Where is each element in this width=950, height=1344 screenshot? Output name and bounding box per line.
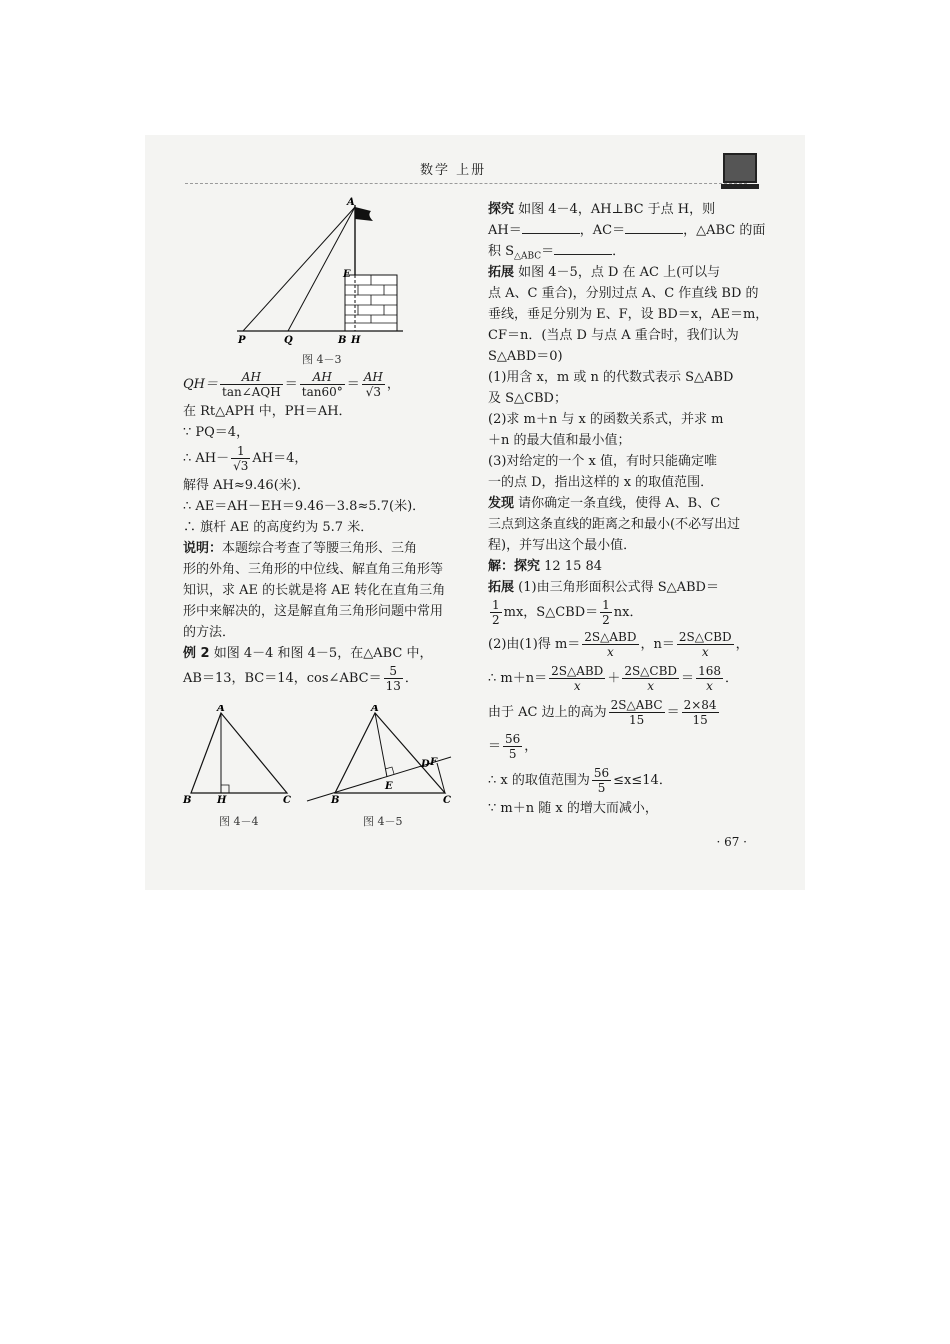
fig44-label-C: C — [283, 795, 291, 805]
solution-step-3: ∴ m＋n＝ $\frac{\text{2S△ABD}}{x}$ ＋ $\frac{\text{2S△CBD}}{x}$ ＝ $\frac{168}{x}$ ． — [488, 664, 738, 693]
note-line-2: 形的外角、三角形的中位线、解直角三角形等 — [183, 562, 444, 577]
solution-extension: 拓展 (1)由三角形面积公式得 S△ABD＝ — [488, 580, 719, 595]
question-1a: (1)用含 x，m 或 n 的代数式表示 S△ABD — [488, 370, 734, 385]
monitor-icon — [723, 153, 757, 183]
solution-step-5: ＝ $\frac{56}{5}$ ， — [488, 732, 538, 761]
fig45-caption: 图 4－5 — [363, 815, 403, 828]
note-line-4: 形中来解决的，这是解直角三角形问题中常用 — [183, 604, 444, 619]
example-2-title: 例 2 如图 4－4 和图 4－5，在△ABC 中， — [183, 646, 433, 661]
flag-shape — [355, 207, 373, 221]
extension-line-5: S△ABD＝0) — [488, 349, 563, 364]
label-A: A — [347, 197, 355, 208]
extension-line-4: CF＝n．(当点 D 与点 A 重合时，我们认为 — [488, 328, 739, 343]
question-3a: (3)对给定的一个 x 值，有时只能确定唯 — [488, 454, 718, 469]
explore-title: 探究 如图 4－4，AH⊥BC 于点 H，则 — [488, 202, 716, 217]
label-E: E — [343, 269, 351, 280]
fig45-label-F: F — [430, 757, 438, 768]
line-solve-ah: 解得 AH≈9.46(米)． — [183, 478, 310, 493]
figure-4-3 — [233, 197, 423, 347]
running-header: 数学 上册 — [420, 163, 487, 178]
line-ae-value: ∴ AE＝AH－EH＝9.46－3.8≈5.7(米)． — [183, 499, 426, 514]
right-column — [488, 199, 769, 819]
solution-explore: 解：探究 12 15 84 — [488, 559, 603, 574]
page-number: · 67 · — [716, 835, 747, 849]
label-Q: Q — [284, 335, 293, 346]
line-rt-triangle: 在 Rt△APH 中，PH＝AH． — [183, 404, 352, 419]
note-line-5: 的方法． — [183, 625, 236, 640]
qh-formula: QH＝ $\frac{AH}{\text{tan∠AQH}}$ ＝ $\frac{AH}{\tan 60^\circ}$ ＝ $\frac{AH}{√3}$ ， — [183, 370, 400, 399]
note-line-3: 知识，求 AE 的长就是将 AE 转化在直角三角 — [183, 583, 446, 598]
line-pq: ∵ PQ＝4， — [183, 425, 250, 440]
question-1b: 及 S△CBD； — [488, 391, 567, 406]
example-2-given: AB＝13，BC＝14，cos∠ABC＝ $\frac{5}{13}$ ． — [183, 664, 418, 693]
fig44-caption: 图 4－4 — [219, 815, 259, 828]
fig45-label-C: C — [443, 795, 451, 805]
question-3b: 一的点 D，指出这样的 x 的取值范围． — [488, 475, 714, 490]
note-line-1: 说明：本题综合考查了等腰三角形、三角 — [183, 541, 418, 556]
line-equation: ∴ AH－ $\frac{1}{√3}$ AH＝4， — [183, 444, 308, 473]
fig45-label-A: A — [371, 705, 379, 714]
fig44-label-B: B — [183, 795, 192, 805]
left-column — [183, 369, 473, 694]
extension-title: 拓展 如图 4－5，点 D 在 AC 上(可以与 — [488, 265, 721, 280]
fig43-caption: 图 4－3 — [302, 353, 342, 366]
explore-area: 积 $S_{\triangle ABC}=$ ． — [488, 244, 626, 262]
figure-4-5 — [305, 705, 465, 805]
label-B: B — [338, 335, 347, 346]
question-2a: (2)求 m＋n 与 x 的函数关系式，并求 m — [488, 412, 724, 427]
solution-step-2: (2)由(1)得 m＝ $\frac{\text{2S△ABD}}{x}$ ，n＝ $\frac{\text{2S△CBD}}{x}$ ， — [488, 630, 749, 659]
label-H: H — [351, 335, 361, 346]
fig44-label-A: A — [217, 705, 225, 714]
solution-step-1: $\frac{1}{2}$ mx，S△CBD＝ $\frac{1}{2}$ nx． — [492, 598, 643, 627]
solution-step-6: ∴ x 的取值范围为 $\frac{56}{5}$ ≤x≤14． — [488, 766, 672, 795]
fig44-label-H: H — [217, 795, 227, 805]
discover-title: 发现 请你确定一条直线，使得 A、B、C — [488, 496, 721, 511]
header-rule — [185, 183, 747, 184]
extension-line-3: 垂线，垂足分别为 E、F，设 BD＝x，AE＝m， — [488, 307, 769, 322]
fig45-label-D: D — [421, 759, 430, 770]
label-P: P — [238, 335, 246, 346]
discover-line-3: 程)，并写出这个最小值． — [488, 538, 637, 553]
extension-line-2: 点 A、C 重合)，分别过点 A、C 作直线 BD 的 — [488, 286, 759, 301]
fig45-label-B: B — [331, 795, 340, 805]
book-page — [145, 135, 805, 890]
question-2b: ＋n 的最大值和最小值； — [488, 433, 631, 448]
explore-blanks: AH＝ ，AC＝ ，△ABC 的面 — [488, 223, 766, 238]
line-conclusion: ∴ 旗杆 AE 的高度约为 5.7 米． — [183, 520, 374, 535]
solution-step-4: 由于 AC 边上的高为 $\frac{\text{2S△ABC}}{15}$ ＝ $\frac{2\times 84}{15}$ — [488, 698, 717, 727]
discover-line-2: 三点到这条直线的距离之和最小(不必写出过 — [488, 517, 741, 532]
solution-step-7: ∵ m＋n 随 x 的增大而减小， — [488, 801, 658, 816]
fig45-label-E: E — [385, 781, 393, 792]
figure-4-4 — [179, 705, 309, 805]
